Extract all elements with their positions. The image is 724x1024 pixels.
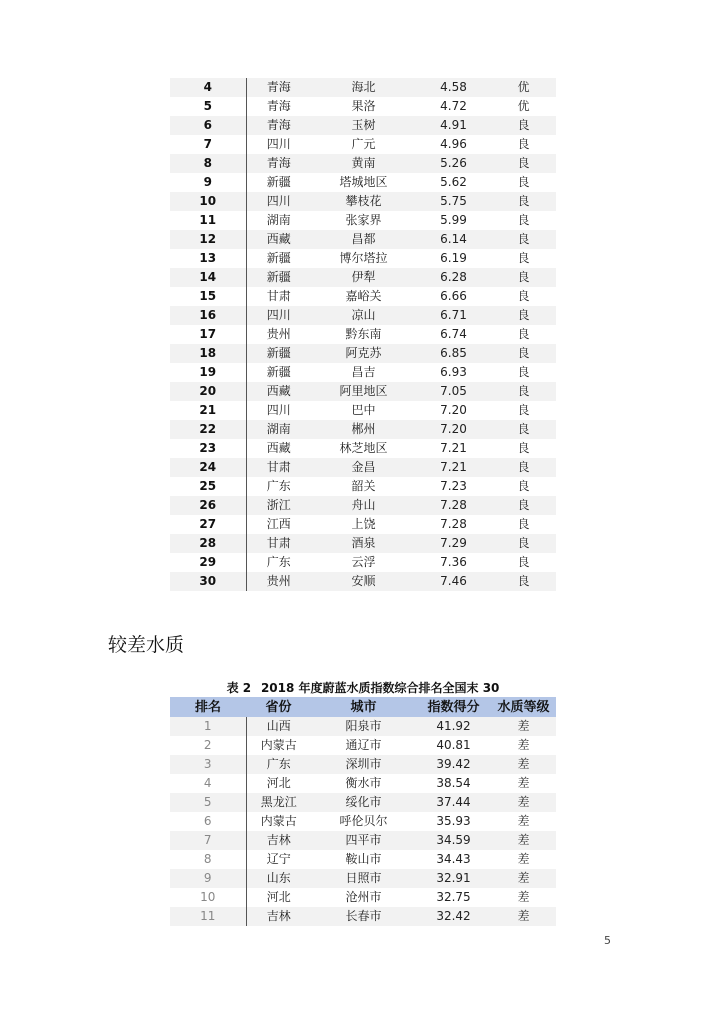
grade-cell: 良 bbox=[491, 192, 556, 211]
grade-cell: 差 bbox=[491, 850, 556, 869]
score-cell: 41.92 bbox=[416, 717, 491, 736]
grade-cell: 良 bbox=[491, 458, 556, 477]
rank-cell: 29 bbox=[170, 553, 246, 572]
city-cell: 伊犁 bbox=[311, 268, 416, 287]
table-caption-title: 2018 年度蔚蓝水质指数综合排名全国末 30 bbox=[260, 681, 500, 695]
city-cell: 酒泉 bbox=[311, 534, 416, 553]
rank-cell: 18 bbox=[170, 344, 246, 363]
score-cell: 38.54 bbox=[416, 774, 491, 793]
table-row bbox=[170, 325, 556, 344]
province-cell: 青海 bbox=[246, 78, 311, 97]
header-grade: 水质等级 bbox=[491, 697, 556, 717]
score-cell: 6.74 bbox=[416, 325, 491, 344]
grade-cell: 差 bbox=[491, 755, 556, 774]
city-cell: 呼伦贝尔 bbox=[311, 812, 416, 831]
score-cell: 4.58 bbox=[416, 78, 491, 97]
rank-cell: 11 bbox=[170, 211, 246, 230]
table-row bbox=[170, 869, 556, 888]
score-cell: 7.46 bbox=[416, 572, 491, 591]
province-cell: 新疆 bbox=[246, 344, 311, 363]
grade-cell: 良 bbox=[491, 496, 556, 515]
table-row bbox=[170, 135, 556, 154]
score-cell: 7.20 bbox=[416, 401, 491, 420]
score-cell: 4.72 bbox=[416, 97, 491, 116]
city-cell: 舟山 bbox=[311, 496, 416, 515]
score-cell: 6.14 bbox=[416, 230, 491, 249]
table-row bbox=[170, 192, 556, 211]
grade-cell: 良 bbox=[491, 363, 556, 382]
rank-cell: 15 bbox=[170, 287, 246, 306]
rank-cell: 6 bbox=[170, 116, 246, 135]
grade-cell: 差 bbox=[491, 774, 556, 793]
city-cell: 果洛 bbox=[311, 97, 416, 116]
city-cell: 阿克苏 bbox=[311, 344, 416, 363]
rank-cell: 30 bbox=[170, 572, 246, 591]
city-cell: 四平市 bbox=[311, 831, 416, 850]
table-row bbox=[170, 572, 556, 591]
grade-cell: 良 bbox=[491, 325, 556, 344]
city-cell: 林芝地区 bbox=[311, 439, 416, 458]
province-cell: 吉林 bbox=[246, 907, 311, 926]
grade-cell: 良 bbox=[491, 534, 556, 553]
province-cell: 甘肃 bbox=[246, 458, 311, 477]
table-row bbox=[170, 116, 556, 135]
province-cell: 四川 bbox=[246, 135, 311, 154]
rank-cell: 25 bbox=[170, 477, 246, 496]
province-cell: 四川 bbox=[246, 192, 311, 211]
grade-cell: 良 bbox=[491, 211, 556, 230]
city-cell: 博尔塔拉 bbox=[311, 249, 416, 268]
rank-cell: 22 bbox=[170, 420, 246, 439]
table-row bbox=[170, 553, 556, 572]
score-cell: 7.05 bbox=[416, 382, 491, 401]
province-cell: 浙江 bbox=[246, 496, 311, 515]
table-row bbox=[170, 268, 556, 287]
table-row bbox=[170, 287, 556, 306]
grade-cell: 良 bbox=[491, 420, 556, 439]
province-cell: 青海 bbox=[246, 154, 311, 173]
city-cell: 沧州市 bbox=[311, 888, 416, 907]
grade-cell: 差 bbox=[491, 831, 556, 850]
grade-cell: 良 bbox=[491, 268, 556, 287]
rank-cell: 19 bbox=[170, 363, 246, 382]
province-cell: 新疆 bbox=[246, 249, 311, 268]
city-cell: 黔东南 bbox=[311, 325, 416, 344]
table-row bbox=[170, 363, 556, 382]
province-cell: 青海 bbox=[246, 116, 311, 135]
table-row bbox=[170, 774, 556, 793]
grade-cell: 良 bbox=[491, 230, 556, 249]
table-row bbox=[170, 888, 556, 907]
province-cell: 贵州 bbox=[246, 325, 311, 344]
grade-cell: 差 bbox=[491, 736, 556, 755]
province-cell: 河北 bbox=[246, 774, 311, 793]
score-cell: 34.59 bbox=[416, 831, 491, 850]
table-row bbox=[170, 78, 556, 97]
province-cell: 新疆 bbox=[246, 173, 311, 192]
score-cell: 7.36 bbox=[416, 553, 491, 572]
table-caption-label: 表 2 bbox=[226, 681, 252, 695]
city-cell: 安顺 bbox=[311, 572, 416, 591]
rank-cell: 13 bbox=[170, 249, 246, 268]
score-cell: 7.29 bbox=[416, 534, 491, 553]
city-cell: 日照市 bbox=[311, 869, 416, 888]
grade-cell: 差 bbox=[491, 717, 556, 736]
rank-cell: 1 bbox=[170, 717, 246, 736]
score-cell: 7.21 bbox=[416, 439, 491, 458]
rank-cell: 5 bbox=[170, 793, 246, 812]
province-cell: 湖南 bbox=[246, 420, 311, 439]
grade-cell: 良 bbox=[491, 401, 556, 420]
province-cell: 辽宁 bbox=[246, 850, 311, 869]
grade-cell: 良 bbox=[491, 135, 556, 154]
city-cell: 郴州 bbox=[311, 420, 416, 439]
table-row bbox=[170, 97, 556, 116]
score-cell: 7.28 bbox=[416, 496, 491, 515]
score-cell: 6.28 bbox=[416, 268, 491, 287]
city-cell: 海北 bbox=[311, 78, 416, 97]
rank-cell: 20 bbox=[170, 382, 246, 401]
score-cell: 32.42 bbox=[416, 907, 491, 926]
province-cell: 山西 bbox=[246, 717, 311, 736]
grade-cell: 良 bbox=[491, 249, 556, 268]
score-cell: 7.20 bbox=[416, 420, 491, 439]
rank-cell: 4 bbox=[170, 78, 246, 97]
rank-cell: 8 bbox=[170, 850, 246, 869]
city-cell: 塔城地区 bbox=[311, 173, 416, 192]
grade-cell: 良 bbox=[491, 173, 556, 192]
table-row bbox=[170, 401, 556, 420]
province-cell: 甘肃 bbox=[246, 534, 311, 553]
city-cell: 嘉峪关 bbox=[311, 287, 416, 306]
table-row bbox=[170, 755, 556, 774]
header-city: 城市 bbox=[311, 697, 416, 717]
rank-cell: 9 bbox=[170, 173, 246, 192]
rank-cell: 14 bbox=[170, 268, 246, 287]
table-row bbox=[170, 850, 556, 869]
rank-cell: 28 bbox=[170, 534, 246, 553]
rank-cell: 11 bbox=[170, 907, 246, 926]
grade-cell: 良 bbox=[491, 287, 556, 306]
grade-cell: 良 bbox=[491, 477, 556, 496]
table-header-row bbox=[170, 697, 556, 717]
grade-cell: 良 bbox=[491, 344, 556, 363]
rank-cell: 24 bbox=[170, 458, 246, 477]
province-cell: 新疆 bbox=[246, 363, 311, 382]
score-cell: 5.99 bbox=[416, 211, 491, 230]
score-cell: 5.62 bbox=[416, 173, 491, 192]
province-cell: 四川 bbox=[246, 306, 311, 325]
city-cell: 攀枝花 bbox=[311, 192, 416, 211]
header-score: 指数得分 bbox=[416, 697, 491, 717]
table-row bbox=[170, 344, 556, 363]
ranking-table-bottom bbox=[170, 697, 557, 926]
table-row bbox=[170, 173, 556, 192]
city-cell: 韶关 bbox=[311, 477, 416, 496]
province-cell: 西藏 bbox=[246, 382, 311, 401]
header-province: 省份 bbox=[246, 697, 311, 717]
table-row bbox=[170, 458, 556, 477]
city-cell: 长春市 bbox=[311, 907, 416, 926]
province-cell: 内蒙古 bbox=[246, 736, 311, 755]
rank-cell: 16 bbox=[170, 306, 246, 325]
grade-cell: 优 bbox=[491, 78, 556, 97]
grade-cell: 良 bbox=[491, 553, 556, 572]
grade-cell: 差 bbox=[491, 888, 556, 907]
score-cell: 7.23 bbox=[416, 477, 491, 496]
table-row bbox=[170, 439, 556, 458]
rank-cell: 7 bbox=[170, 135, 246, 154]
province-cell: 内蒙古 bbox=[246, 812, 311, 831]
table-row bbox=[170, 477, 556, 496]
city-cell: 张家界 bbox=[311, 211, 416, 230]
city-cell: 黄南 bbox=[311, 154, 416, 173]
table-row bbox=[170, 306, 556, 325]
city-cell: 深圳市 bbox=[311, 755, 416, 774]
province-cell: 江西 bbox=[246, 515, 311, 534]
rank-cell: 4 bbox=[170, 774, 246, 793]
province-cell: 广东 bbox=[246, 755, 311, 774]
score-cell: 5.75 bbox=[416, 192, 491, 211]
province-cell: 西藏 bbox=[246, 439, 311, 458]
rank-cell: 21 bbox=[170, 401, 246, 420]
city-cell: 昌都 bbox=[311, 230, 416, 249]
score-cell: 40.81 bbox=[416, 736, 491, 755]
rank-cell: 23 bbox=[170, 439, 246, 458]
score-cell: 6.19 bbox=[416, 249, 491, 268]
city-cell: 阳泉市 bbox=[311, 717, 416, 736]
score-cell: 7.28 bbox=[416, 515, 491, 534]
grade-cell: 良 bbox=[491, 306, 556, 325]
city-cell: 金昌 bbox=[311, 458, 416, 477]
score-cell: 6.66 bbox=[416, 287, 491, 306]
table-row bbox=[170, 717, 556, 736]
province-cell: 甘肃 bbox=[246, 287, 311, 306]
table-row bbox=[170, 230, 556, 249]
city-cell: 鞍山市 bbox=[311, 850, 416, 869]
grade-cell: 优 bbox=[491, 97, 556, 116]
rank-cell: 7 bbox=[170, 831, 246, 850]
table-row bbox=[170, 515, 556, 534]
province-cell: 山东 bbox=[246, 869, 311, 888]
city-cell: 凉山 bbox=[311, 306, 416, 325]
table-row bbox=[170, 154, 556, 173]
rank-cell: 27 bbox=[170, 515, 246, 534]
section-heading: 较差水质 bbox=[108, 634, 185, 656]
rank-cell: 10 bbox=[170, 192, 246, 211]
province-cell: 贵州 bbox=[246, 572, 311, 591]
score-cell: 4.91 bbox=[416, 116, 491, 135]
rank-cell: 10 bbox=[170, 888, 246, 907]
province-cell: 吉林 bbox=[246, 831, 311, 850]
table-row bbox=[170, 831, 556, 850]
rank-cell: 9 bbox=[170, 869, 246, 888]
table-row bbox=[170, 793, 556, 812]
score-cell: 7.21 bbox=[416, 458, 491, 477]
score-cell: 5.26 bbox=[416, 154, 491, 173]
grade-cell: 差 bbox=[491, 812, 556, 831]
grade-cell: 差 bbox=[491, 907, 556, 926]
province-cell: 湖南 bbox=[246, 211, 311, 230]
score-cell: 39.42 bbox=[416, 755, 491, 774]
table-row bbox=[170, 907, 556, 926]
header-rank: 排名 bbox=[170, 697, 246, 717]
province-cell: 青海 bbox=[246, 97, 311, 116]
city-cell: 昌吉 bbox=[311, 363, 416, 382]
province-cell: 新疆 bbox=[246, 268, 311, 287]
table-row bbox=[170, 211, 556, 230]
score-cell: 35.93 bbox=[416, 812, 491, 831]
province-cell: 西藏 bbox=[246, 230, 311, 249]
grade-cell: 良 bbox=[491, 572, 556, 591]
province-cell: 四川 bbox=[246, 401, 311, 420]
city-cell: 绥化市 bbox=[311, 793, 416, 812]
grade-cell: 良 bbox=[491, 382, 556, 401]
rank-cell: 26 bbox=[170, 496, 246, 515]
city-cell: 上饶 bbox=[311, 515, 416, 534]
table-caption bbox=[170, 679, 556, 696]
city-cell: 衡水市 bbox=[311, 774, 416, 793]
score-cell: 6.85 bbox=[416, 344, 491, 363]
grade-cell: 差 bbox=[491, 793, 556, 812]
table-row bbox=[170, 812, 556, 831]
table-row bbox=[170, 382, 556, 401]
score-cell: 6.71 bbox=[416, 306, 491, 325]
rank-cell: 3 bbox=[170, 755, 246, 774]
grade-cell: 差 bbox=[491, 869, 556, 888]
rank-cell: 12 bbox=[170, 230, 246, 249]
table-row bbox=[170, 534, 556, 553]
rank-cell: 8 bbox=[170, 154, 246, 173]
page-number: 5 bbox=[604, 934, 611, 947]
table-row bbox=[170, 496, 556, 515]
province-cell: 黑龙江 bbox=[246, 793, 311, 812]
province-cell: 河北 bbox=[246, 888, 311, 907]
table-row bbox=[170, 420, 556, 439]
table-row bbox=[170, 249, 556, 268]
grade-cell: 良 bbox=[491, 154, 556, 173]
score-cell: 6.93 bbox=[416, 363, 491, 382]
rank-cell: 6 bbox=[170, 812, 246, 831]
grade-cell: 良 bbox=[491, 515, 556, 534]
province-cell: 广东 bbox=[246, 477, 311, 496]
city-cell: 玉树 bbox=[311, 116, 416, 135]
city-cell: 云浮 bbox=[311, 553, 416, 572]
grade-cell: 良 bbox=[491, 116, 556, 135]
city-cell: 阿里地区 bbox=[311, 382, 416, 401]
score-cell: 37.44 bbox=[416, 793, 491, 812]
rank-cell: 17 bbox=[170, 325, 246, 344]
city-cell: 通辽市 bbox=[311, 736, 416, 755]
rank-cell: 5 bbox=[170, 97, 246, 116]
grade-cell: 良 bbox=[491, 439, 556, 458]
rank-cell: 2 bbox=[170, 736, 246, 755]
score-cell: 32.91 bbox=[416, 869, 491, 888]
score-cell: 34.43 bbox=[416, 850, 491, 869]
score-cell: 32.75 bbox=[416, 888, 491, 907]
score-cell: 4.96 bbox=[416, 135, 491, 154]
table-row bbox=[170, 736, 556, 755]
ranking-table-top bbox=[170, 78, 557, 591]
city-cell: 广元 bbox=[311, 135, 416, 154]
city-cell: 巴中 bbox=[311, 401, 416, 420]
province-cell: 广东 bbox=[246, 553, 311, 572]
